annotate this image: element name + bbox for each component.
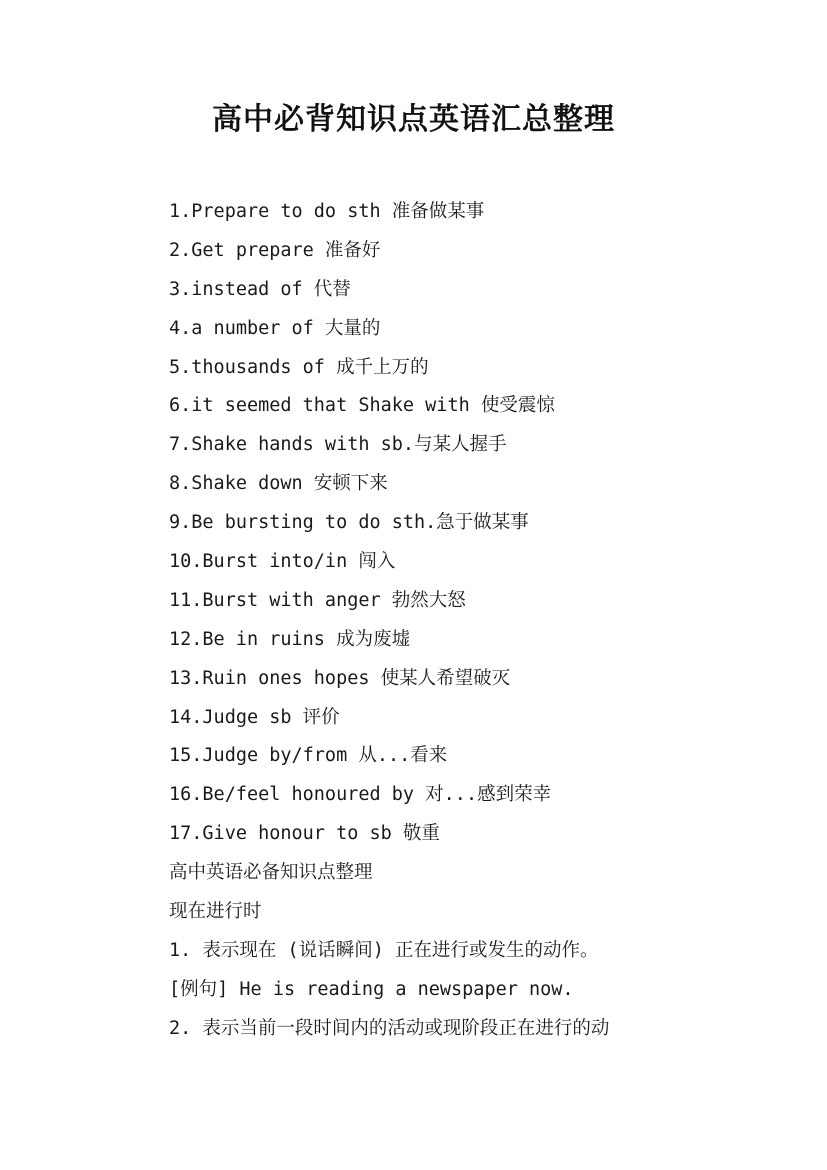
text-line: 5.thousands of 成千上万的 (169, 356, 429, 378)
text-line: 9.Be bursting to do sth.急于做某事 (169, 512, 529, 534)
section-heading: 高中英语必备知识点整理 (169, 862, 373, 884)
text-line: 3.instead of 代替 (169, 278, 351, 300)
text-line: 2.Get prepare 准备好 (169, 239, 381, 261)
text-line: 15.Judge by/from 从...看来 (169, 745, 448, 767)
text-line: 7.Shake hands with sb.与某人握手 (169, 434, 507, 456)
text-line: 1. 表示现在 (说话瞬间) 正在进行或发生的动作。 (169, 939, 599, 961)
text-line: 12.Be in ruins 成为废墟 (169, 628, 411, 650)
text-line: 4.a number of 大量的 (169, 317, 381, 339)
text-line: 10.Burst into/in 闯入 (169, 551, 396, 573)
subsection-heading: 现在进行时 (169, 901, 262, 923)
text-line: 1.Prepare to do sth 准备做某事 (169, 201, 485, 222)
document-title: 高中必背知识点英语汇总整理 (212, 102, 615, 137)
text-line: 11.Burst with anger 勃然大怒 (169, 589, 466, 611)
text-line: 6.it seemed that Shake with 使受震惊 (169, 395, 555, 417)
text-line: 16.Be/feel honoured by 对...感到荣幸 (169, 784, 552, 806)
text-line: 2. 表示当前一段时间内的活动或现阶段正在进行的动 (169, 1017, 610, 1039)
text-line: 13.Ruin ones hopes 使某人希望破灭 (169, 667, 511, 689)
text-line: 8.Shake down 安顿下来 (169, 473, 388, 495)
document-body (169, 193, 769, 1049)
text-line: 14.Judge sb 评价 (169, 706, 340, 728)
text-line: 17.Give honour to sb 敬重 (169, 823, 440, 845)
example-line: [例句] He is reading a newspaper now. (169, 978, 574, 1000)
